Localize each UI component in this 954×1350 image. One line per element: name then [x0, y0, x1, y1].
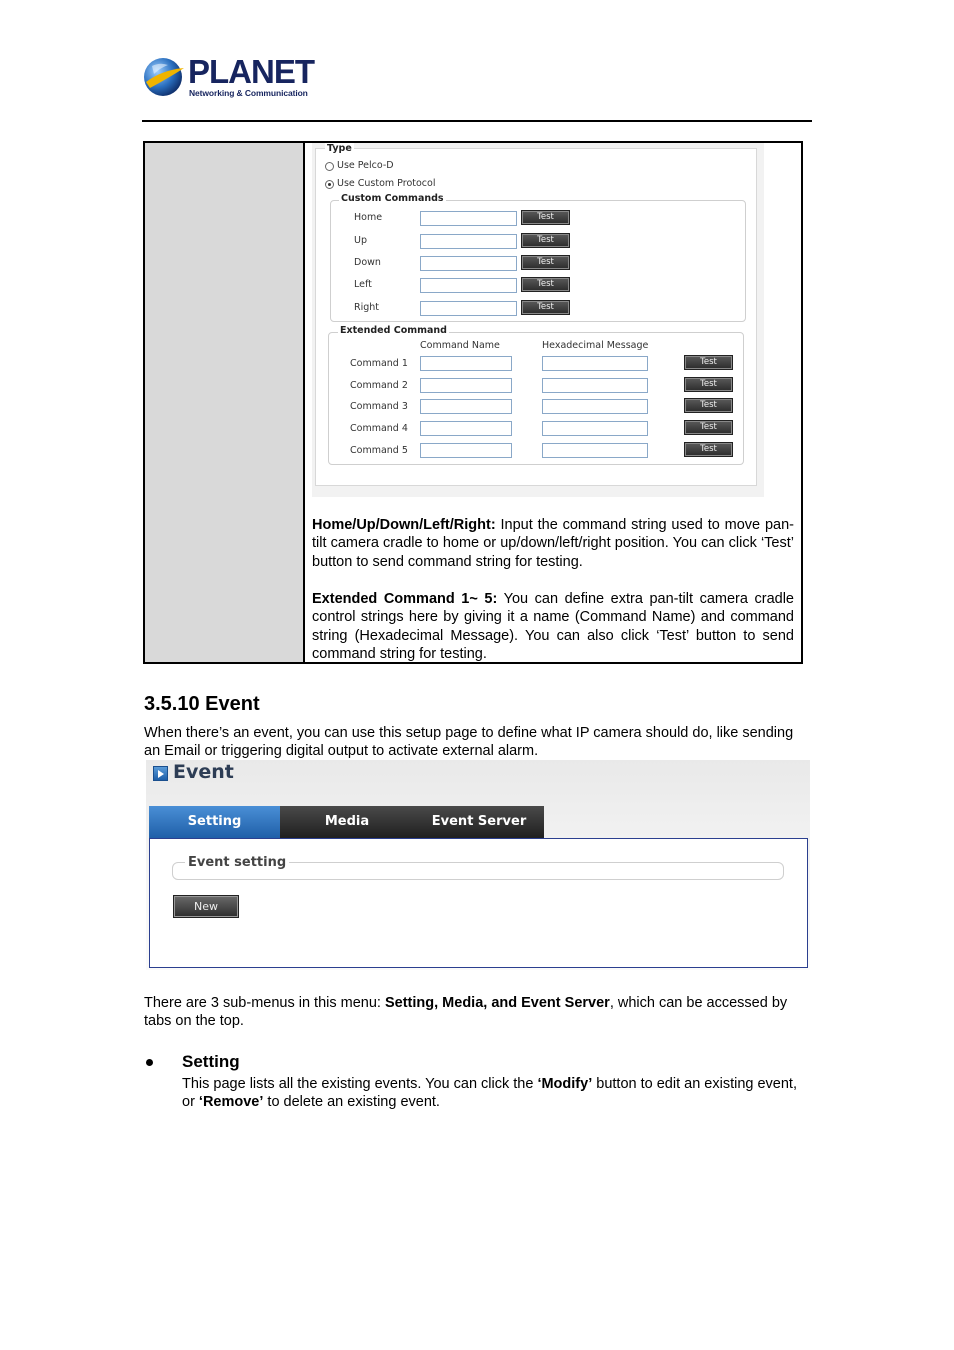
bullet-icon: [146, 1059, 153, 1066]
ext-label-4: Command 4: [350, 423, 408, 434]
desc-extended-term: Extended Command 1~ 5:: [312, 591, 498, 607]
desc-direction-term: Home/Up/Down/Left/Right:: [312, 517, 496, 533]
desc-direction-text: Input the command string used to move pan-tilt camera cradle to home or up/down/left/right position. You can click ‘Test’ button to send command string for testing.: [312, 517, 794, 570]
radio-pelco-label: Use Pelco-D: [337, 160, 394, 171]
ext-name-input-3[interactable]: [420, 399, 512, 414]
custom-test-button-up[interactable]: Test: [521, 233, 570, 248]
submenus-text-post: , which can be accessed by tabs on the top.: [144, 995, 788, 1030]
ext-hex-input-2[interactable]: [542, 378, 648, 393]
setting-text-1: This page lists all the existing events. You can click the: [182, 1076, 538, 1092]
setting-text-2: button to edit an existing event, or: [182, 1076, 797, 1111]
setting-description: [182, 1075, 812, 1112]
desc-extended-text: You can define extra pan-tilt camera cradle control strings here by giving it a name (Command Name) and command string (Hexadecimal Message). You can also click ‘Test’ button to send command string for testing.: [312, 591, 794, 663]
type-legend: Type: [327, 143, 352, 154]
col-hex-message: Hexadecimal Message: [542, 340, 649, 351]
ext-label-2: Command 2: [350, 380, 408, 391]
custom-input-up[interactable]: [420, 234, 517, 249]
ext-label-1: Command 1: [350, 358, 408, 369]
ext-test-button-4[interactable]: Test: [684, 420, 733, 435]
custom-input-home[interactable]: [420, 211, 517, 226]
event-page-title: Event: [173, 761, 234, 783]
desc-direction-commands: [312, 516, 794, 571]
radio-custom-protocol[interactable]: [325, 180, 334, 189]
ext-test-button-2[interactable]: Test: [684, 377, 733, 392]
brand-name: PLANET: [188, 53, 314, 90]
ext-name-input-4[interactable]: [420, 421, 512, 436]
custom-test-button-down[interactable]: Test: [521, 255, 570, 270]
custom-label-up: Up: [354, 235, 367, 246]
custom-test-button-left[interactable]: Test: [521, 277, 570, 292]
setting-modify-term: ‘Modify’: [537, 1076, 593, 1092]
radio-custom-label: Use Custom Protocol: [337, 178, 436, 189]
ext-name-input-1[interactable]: [420, 356, 512, 371]
brand-tagline: Networking & Communication: [189, 88, 308, 98]
globe-icon: [142, 56, 188, 100]
new-event-button[interactable]: New: [173, 895, 239, 918]
play-arrow-icon: [153, 766, 168, 781]
submenus-paragraph: [144, 994, 810, 1031]
section-intro: When there’s an event, you can use this setup page to define what IP camera should do, like sending an Email or triggering digital output to activate external alarm.: [144, 725, 794, 760]
custom-commands-legend: Custom Commands: [341, 193, 444, 204]
ext-hex-input-5[interactable]: [542, 443, 648, 458]
table-left-cell: [145, 143, 305, 662]
tab-media[interactable]: Media: [324, 814, 370, 829]
setting-remove-term: ‘Remove’: [198, 1094, 264, 1111]
desc-extended-commands: [312, 590, 794, 664]
submenus-text-pre: There are 3 sub-menus in this menu:: [144, 995, 385, 1011]
custom-label-left: Left: [354, 279, 372, 290]
setting-text-3: to delete an existing event.: [263, 1094, 440, 1111]
custom-test-button-home[interactable]: Test: [521, 210, 570, 225]
ext-label-5: Command 5: [350, 445, 408, 456]
custom-test-button-right[interactable]: Test: [521, 300, 570, 315]
ext-name-input-5[interactable]: [420, 443, 512, 458]
ext-test-button-1[interactable]: Test: [684, 355, 733, 370]
section-heading: 3.5.10 Event: [144, 693, 260, 715]
custom-input-left[interactable]: [420, 278, 517, 293]
event-setting-legend: Event setting: [185, 855, 289, 870]
ext-test-button-3[interactable]: Test: [684, 398, 733, 413]
tab-event-server[interactable]: Event Server: [431, 814, 527, 829]
custom-label-home: Home: [354, 212, 383, 223]
ext-hex-input-4[interactable]: [542, 421, 648, 436]
ext-test-button-5[interactable]: Test: [684, 442, 733, 457]
ext-hex-input-3[interactable]: [542, 399, 648, 414]
radio-pelco-d[interactable]: [325, 162, 334, 171]
submenus-names: Setting, Media, and Event Server: [384, 995, 610, 1011]
custom-input-down[interactable]: [420, 256, 517, 271]
custom-label-down: Down: [354, 257, 381, 268]
extended-command-legend: Extended Command: [340, 325, 447, 336]
setting-heading: Setting: [182, 1052, 240, 1071]
ext-name-input-2[interactable]: [420, 378, 512, 393]
tab-setting[interactable]: Setting: [149, 806, 280, 838]
col-command-name: Command Name: [420, 340, 500, 351]
header-divider: [142, 120, 812, 122]
ext-label-3: Command 3: [350, 401, 408, 412]
custom-input-right[interactable]: [420, 301, 517, 316]
custom-label-right: Right: [354, 302, 380, 313]
ext-hex-input-1[interactable]: [542, 356, 648, 371]
